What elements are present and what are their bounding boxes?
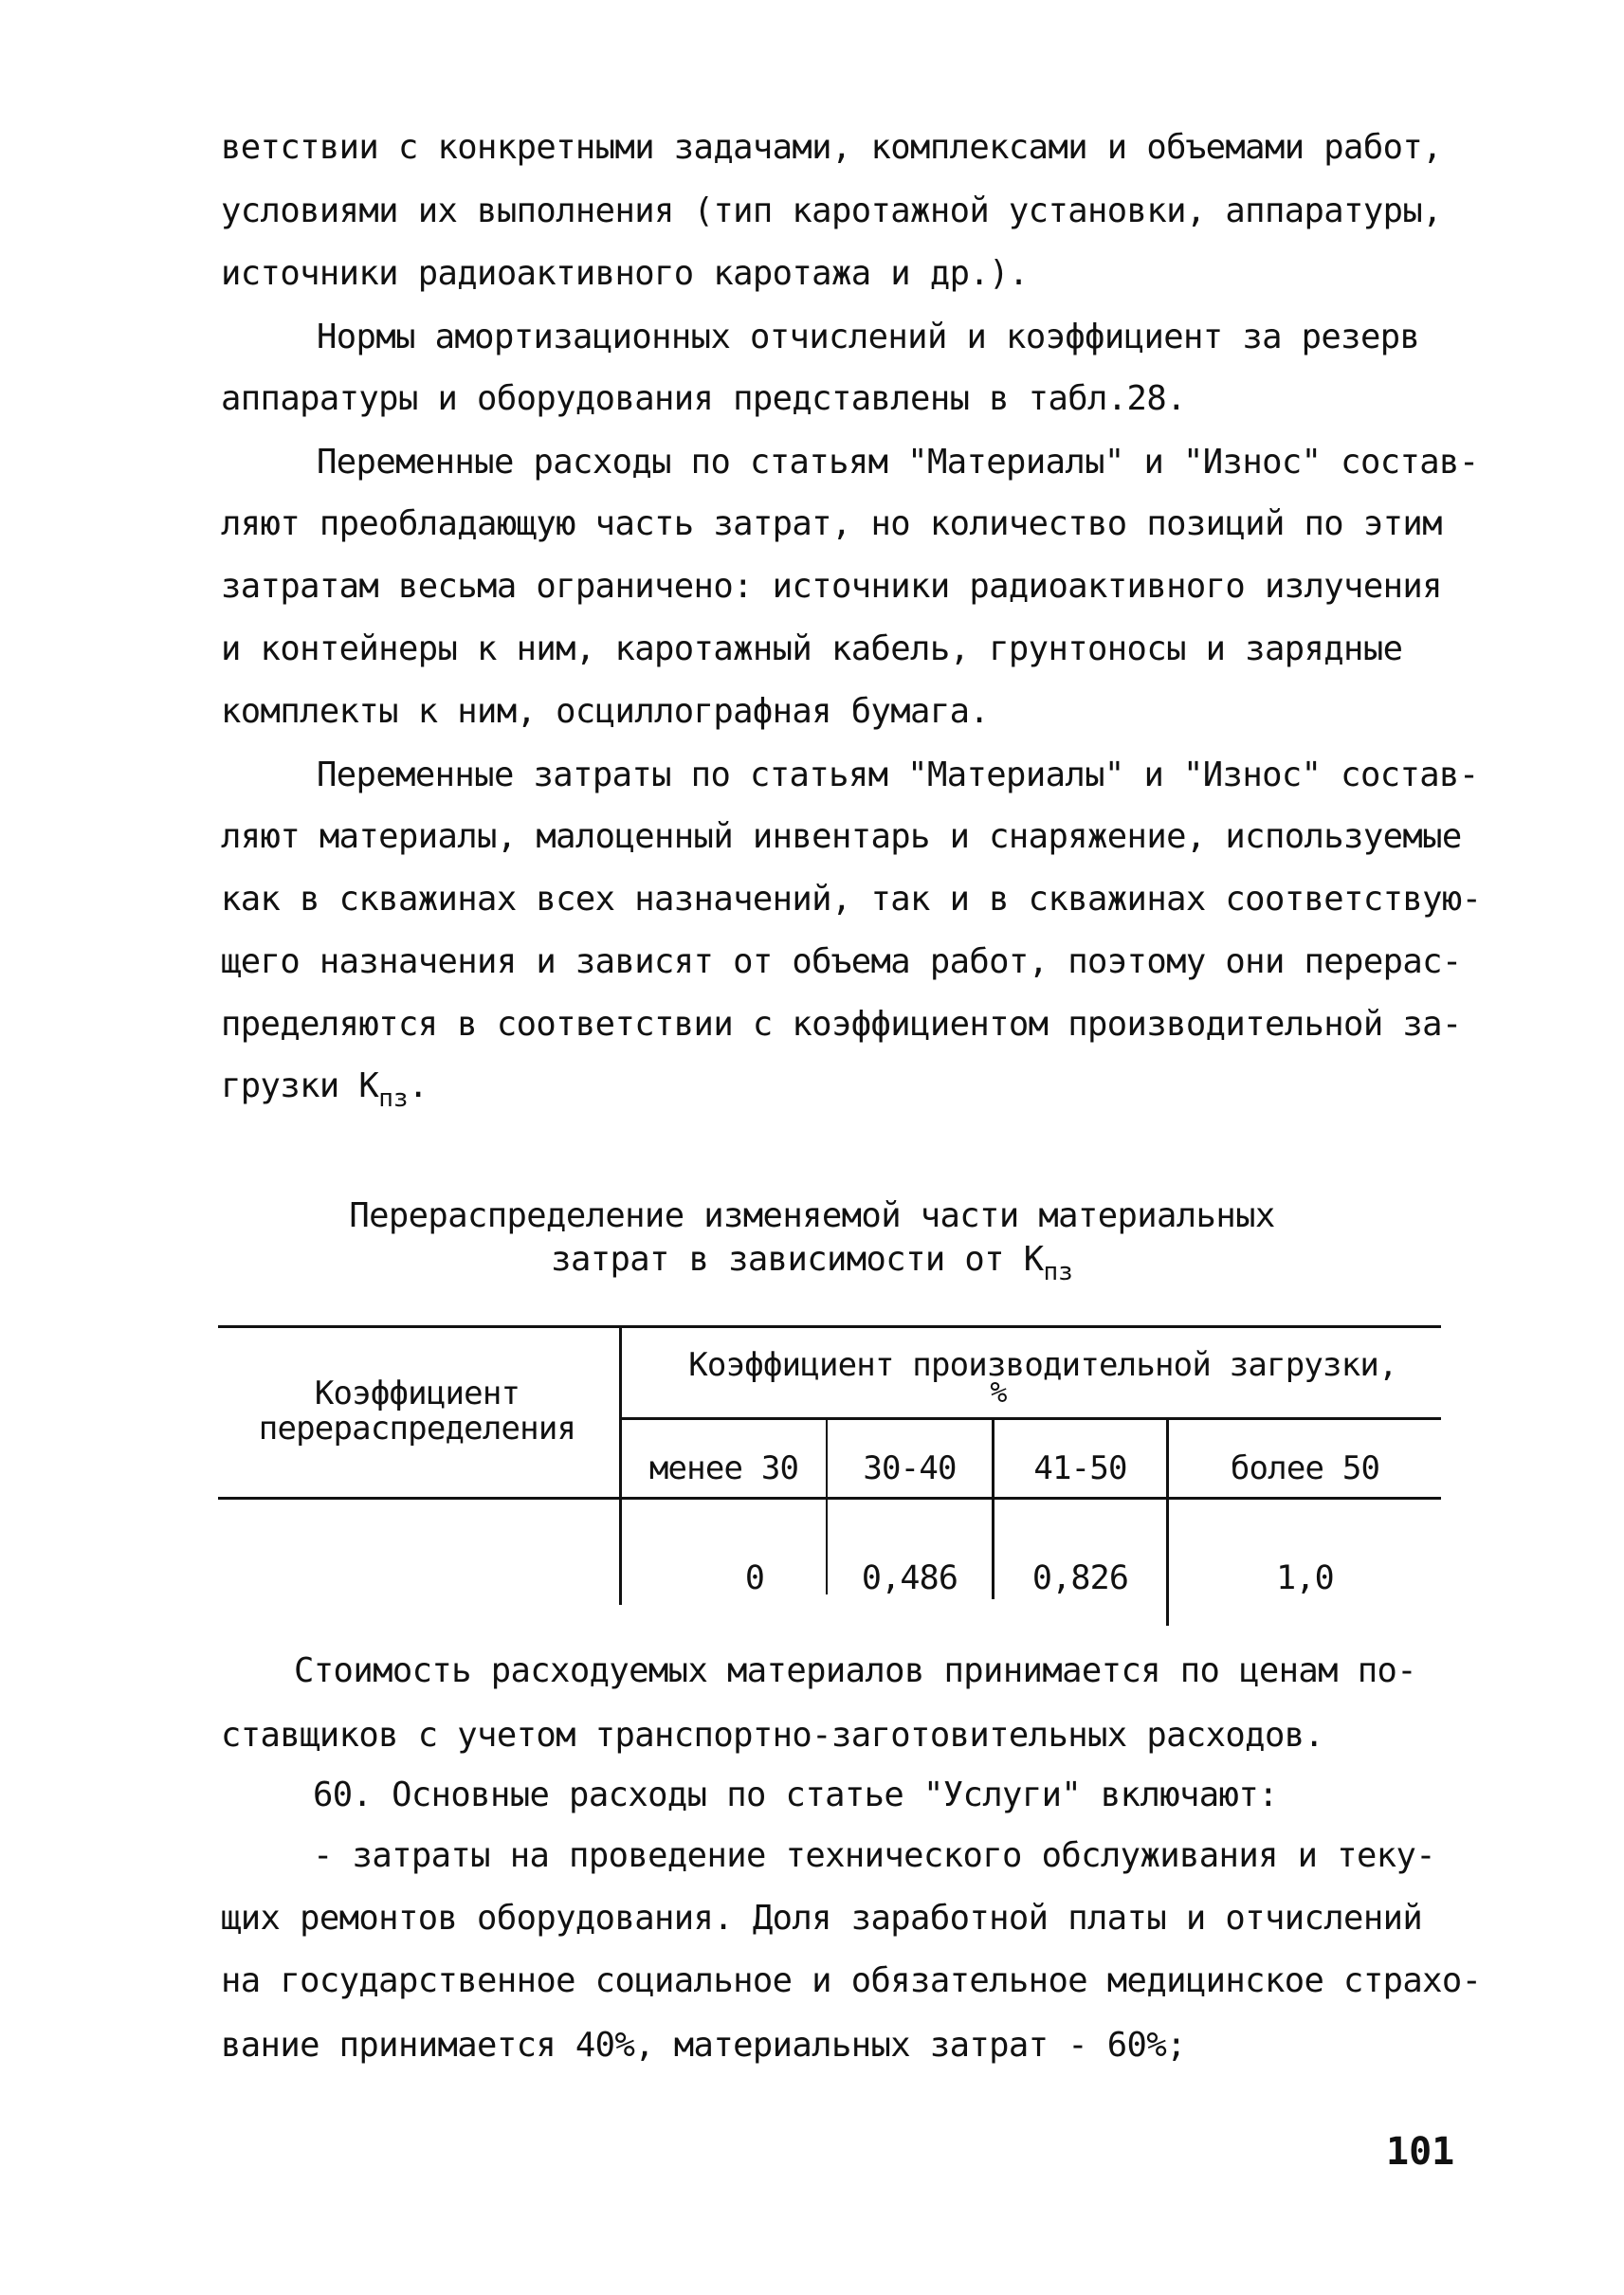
text-line: источники радиоактивного каротажа и др.). <box>221 254 1029 293</box>
table-header-rule <box>218 1497 1441 1500</box>
table-cell: 0,486 <box>861 1559 958 1597</box>
text-line: условиями их выполнения (тип каротажной установки, аппаратуры, <box>221 191 1442 230</box>
text-line: ляют преобладающую часть затрат, но количество позиций по этим <box>221 504 1442 543</box>
text-line: комплекты к ним, осциллографная бумага. <box>221 692 990 731</box>
text-line: аппаратуры и оборудования представлены в табл.28. <box>221 379 1186 418</box>
text-line: ветствии с конкретными задачами, комплексами и объемами работ, <box>221 128 1442 167</box>
table-cell: 0 <box>744 1559 765 1597</box>
text-line: - затраты на проведение технического обслуживания и теку- <box>313 1836 1436 1875</box>
text-line: ставщиков с учетом транспортно-заготовительных расходов. <box>221 1716 1324 1755</box>
table-title-line2 <box>0 1240 1624 1286</box>
text-fragment: грузки К <box>221 1066 379 1105</box>
text-line: щего назначения и зависят от объема работ, поэтому они перерас- <box>221 942 1462 981</box>
text-line: на государственное социальное и обязательное медицинское страхо- <box>221 1961 1482 2000</box>
text-line: ляют материалы, малоценный инвентарь и снаряжение, используемые <box>221 817 1462 856</box>
text-line: Переменные затраты по статьям "Материалы" и "Износ" состав- <box>317 756 1479 794</box>
column-header: 41-50 <box>1033 1449 1127 1487</box>
column-header: более 50 <box>1230 1449 1380 1487</box>
text-line: как в скважинах всех назначений, так и в скважинах соответствую- <box>221 880 1482 919</box>
table-group-rule <box>621 1417 1441 1420</box>
table-top-rule <box>218 1325 1441 1328</box>
row-header-line1: Коэффициент <box>314 1375 520 1412</box>
text-line <box>221 1066 429 1113</box>
text-line: вание принимается 40%, материальных затрат - 60%; <box>221 2026 1186 2065</box>
table-title-line1: Перераспределение изменяемой части материальных <box>349 1196 1275 1235</box>
page-number: 101 <box>1386 2130 1455 2174</box>
text-line: Стоимость расходуемых материалов принимается по ценам по- <box>294 1651 1417 1690</box>
table-cell: 0,826 <box>1031 1559 1129 1597</box>
text-fragment: затрат в зависимости от К <box>551 1240 1044 1279</box>
table-cell: 1,0 <box>1276 1559 1334 1597</box>
text-line: 60. Основные расходы по статье "Услуги" включают: <box>313 1776 1278 1814</box>
group-unit: % <box>990 1376 1007 1410</box>
group-header: Коэффициент производительной загрузки, <box>688 1346 1397 1384</box>
text-line: Нормы амортизационных отчислений и коэффициент за резерв <box>317 318 1420 356</box>
text-fragment: . <box>408 1066 429 1105</box>
subscript: пз <box>1043 1258 1073 1286</box>
text-line: затратам весьма ограничено: источники радиоактивного излучения <box>221 567 1442 606</box>
column-header: 30-40 <box>863 1449 957 1487</box>
text-line: пределяются в соответствии с коэффициентом производительной за- <box>221 1005 1462 1044</box>
text-line: и контейнеры к ним, каротажный кабель, грунтоносы и зарядные <box>221 629 1403 668</box>
subscript: пз <box>378 1084 409 1113</box>
text-line: Переменные расходы по статьям "Материалы" и "Износ" состав- <box>317 443 1479 482</box>
text-line: щих ремонтов оборудования. Доля заработной платы и отчислений <box>221 1899 1423 1938</box>
column-header: менее 30 <box>648 1449 799 1487</box>
row-header-line2: перераспределения <box>258 1410 576 1448</box>
